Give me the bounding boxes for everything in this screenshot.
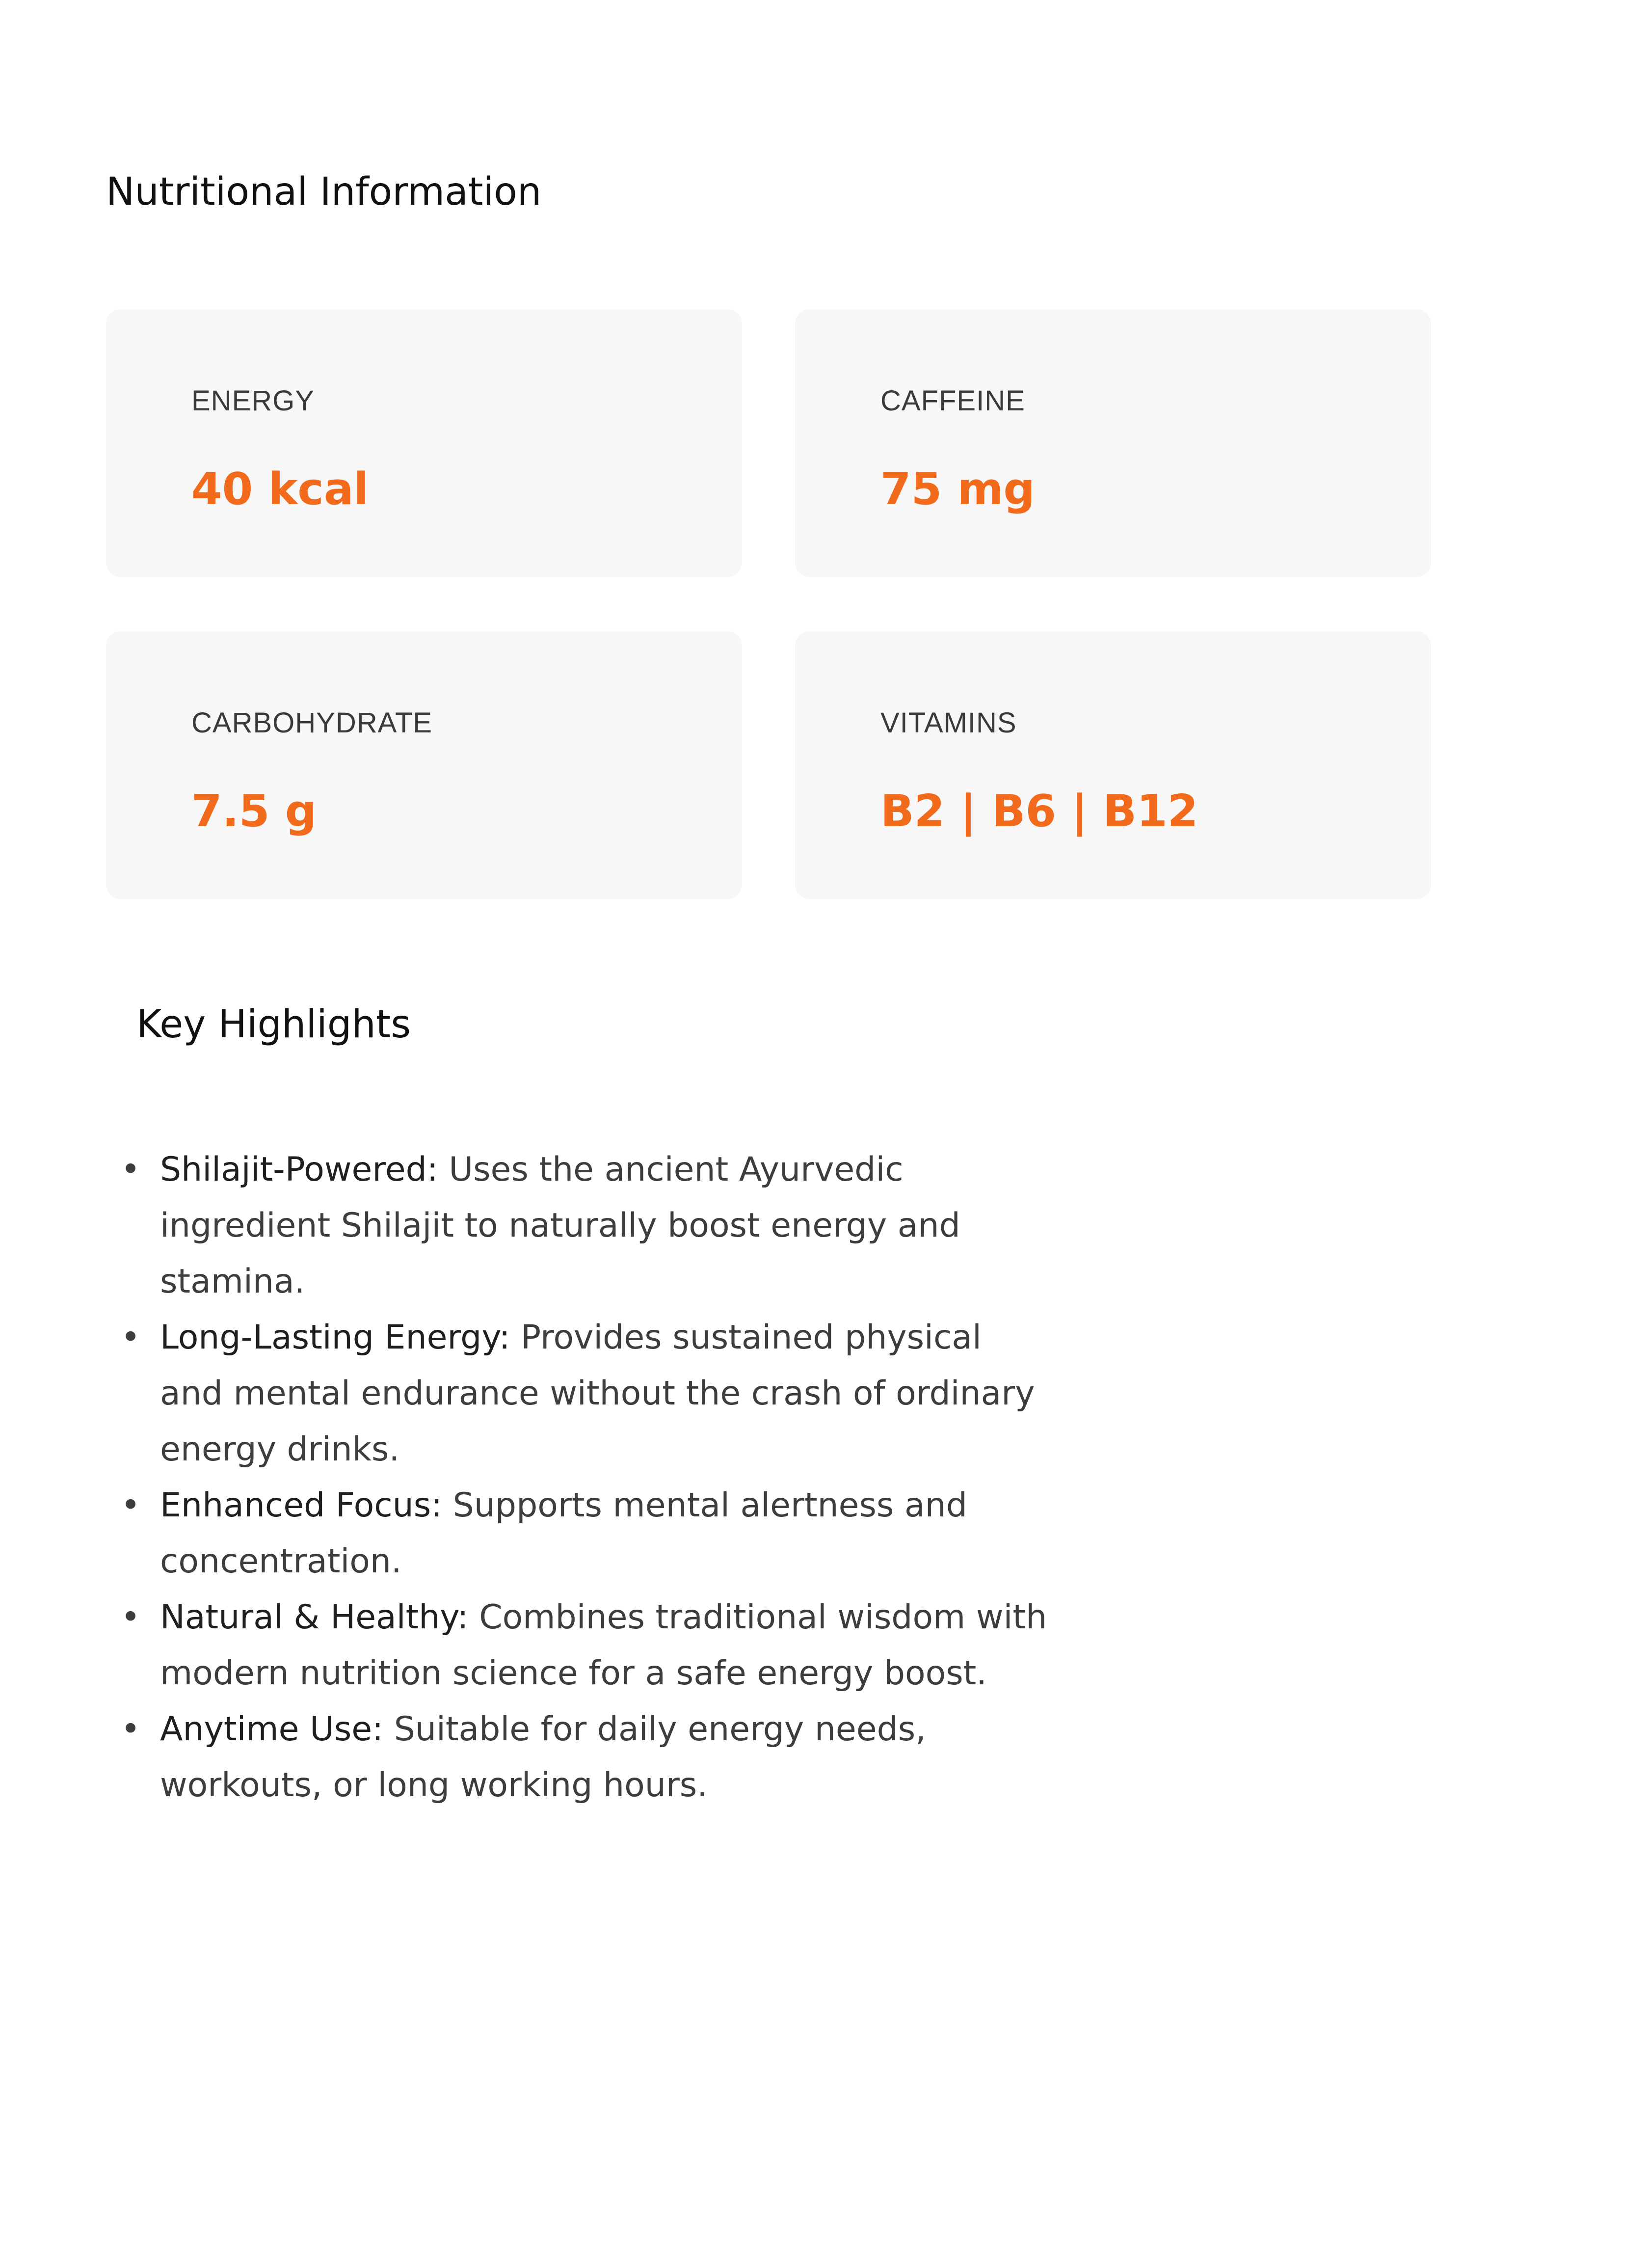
highlight-title: Natural & Healthy: — [160, 1598, 469, 1637]
bullet-icon: • — [121, 1598, 141, 1637]
list-item — [115, 1701, 1047, 1813]
list-item — [115, 1310, 1047, 1478]
key-highlights-title: Key Highlights — [136, 1002, 411, 1047]
highlight-title: Enhanced Focus: — [160, 1486, 443, 1525]
highlight-text: Supports mental alertness and concentration. — [160, 1486, 967, 1581]
bullet-icon: • — [121, 1710, 141, 1749]
nutrition-card-vitamins — [795, 631, 1431, 899]
nutrition-card-carbohydrate — [106, 631, 742, 899]
highlight-text: Suitable for daily energy needs, workouts, or long working hours. — [160, 1710, 926, 1805]
highlight-title: Anytime Use: — [160, 1710, 384, 1749]
list-item — [115, 1590, 1047, 1701]
highlight-title: Long-Lasting Energy: — [160, 1318, 510, 1357]
list-item — [115, 1478, 1047, 1590]
highlight-text: Uses the ancient Ayurvedic ingredient Shilajit to naturally boost energy and stamina. — [160, 1150, 960, 1301]
bullet-icon: • — [121, 1318, 141, 1357]
carbohydrate-value: 7.5 g — [191, 785, 317, 837]
list-item — [115, 1142, 1047, 1310]
highlight-title: Shilajit-Powered: — [160, 1150, 438, 1189]
bullet-icon: • — [121, 1150, 141, 1189]
bullet-icon: • — [121, 1486, 141, 1525]
caffeine-label: CAFFEINE — [880, 385, 1025, 417]
vitamins-label: VITAMINS — [880, 707, 1017, 739]
vitamins-value: B2 | B6 | B12 — [880, 785, 1198, 837]
energy-label: ENERGY — [191, 385, 315, 417]
highlight-text: Combines traditional wisdom with modern nutrition science for a safe energy boost. — [160, 1598, 1047, 1693]
highlights-list — [115, 1142, 1047, 1813]
carbohydrate-label: CARBOHYDRATE — [191, 707, 433, 739]
nutrition-card-caffeine — [795, 309, 1431, 577]
energy-value: 40 kcal — [191, 463, 369, 515]
nutrition-card-energy — [106, 309, 742, 577]
highlight-text: Provides sustained physical and mental endurance without the crash of ordinary energy drinks. — [160, 1318, 1035, 1469]
caffeine-value: 75 mg — [880, 463, 1035, 515]
nutritional-information-title: Nutritional Information — [106, 170, 542, 214]
